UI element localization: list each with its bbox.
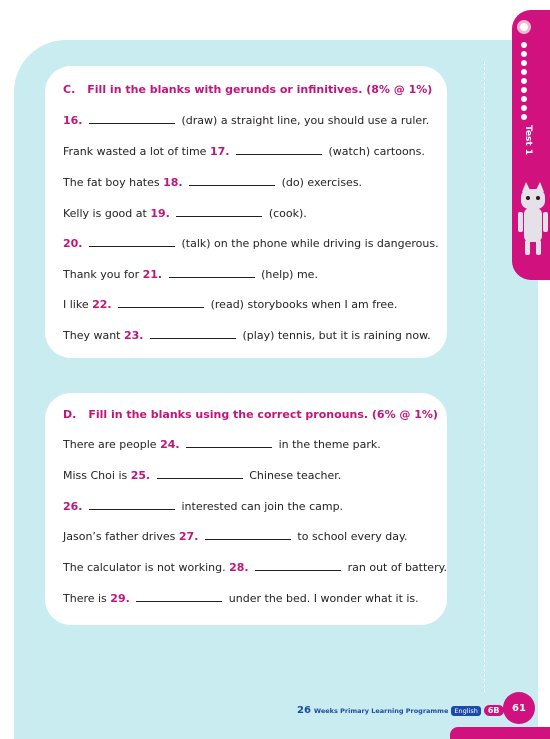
page-number: 61	[503, 692, 535, 724]
question-20	[63, 236, 439, 251]
section-c-title: Fill in the blanks with gerunds or infinitives. (8% @ 1%)	[87, 83, 433, 96]
question-number: 20.	[63, 237, 83, 250]
question-text: Miss Choi is	[63, 469, 128, 482]
answer-blank-29[interactable]	[136, 591, 222, 602]
question-text: (help) me.	[261, 268, 318, 281]
question-25	[63, 468, 341, 483]
question-27	[63, 529, 407, 544]
question-text: (read) storybooks when I am free.	[210, 298, 398, 311]
question-text: Kelly is good at	[63, 207, 147, 220]
answer-blank-18[interactable]	[189, 175, 275, 186]
question-28	[63, 560, 447, 575]
question-text: (talk) on the phone while driving is dangerous.	[181, 237, 439, 250]
question-number: 19.	[150, 207, 170, 220]
question-24	[63, 437, 381, 452]
section-d-title: Fill in the blanks using the correct pronouns. (6% @ 1%)	[88, 408, 438, 421]
section-c-heading	[63, 83, 432, 96]
question-text: interested can join the camp.	[181, 500, 344, 513]
dashed-divider	[484, 62, 485, 692]
question-26	[63, 499, 343, 514]
answer-blank-19[interactable]	[176, 206, 262, 217]
question-number: 23.	[124, 329, 144, 342]
section-d-letter: D.	[63, 408, 77, 421]
section-c-letter: C.	[63, 83, 76, 96]
answer-blank-21[interactable]	[169, 267, 255, 278]
section-d-card	[45, 393, 447, 625]
question-text: They want	[63, 329, 121, 342]
question-29	[63, 591, 419, 606]
question-text: Jason’s father drives	[63, 530, 176, 543]
question-text: Chinese teacher.	[249, 469, 342, 482]
question-text: ran out of battery.	[347, 561, 448, 574]
page-footer	[297, 705, 504, 716]
question-text: (watch) cartoons.	[328, 145, 425, 158]
question-23	[63, 328, 431, 343]
question-19	[63, 206, 307, 221]
question-text: There is	[63, 592, 107, 605]
answer-blank-22[interactable]	[118, 297, 204, 308]
programme-name: Weeks Primary Learning Programme	[313, 706, 449, 715]
question-number: 27.	[178, 530, 199, 543]
question-text: (cook).	[268, 207, 307, 220]
answer-blank-24[interactable]	[186, 437, 272, 448]
question-text: I like	[63, 298, 89, 311]
answer-blank-25[interactable]	[157, 468, 243, 479]
question-number: 28.	[229, 561, 249, 574]
question-number: 24.	[160, 438, 180, 451]
answer-blank-26[interactable]	[89, 499, 175, 510]
question-text: Frank wasted a lot of time	[63, 145, 207, 158]
question-text: (draw) a straight line, you should use a ruler.	[181, 114, 430, 127]
question-text: to school every day.	[297, 530, 408, 543]
programme-logo: 26	[297, 705, 311, 716]
cat-mascot-icon	[518, 182, 548, 257]
question-number: 21.	[142, 268, 163, 281]
question-text: under the bed. I wonder what it is.	[228, 592, 419, 605]
question-number: 29.	[110, 592, 130, 605]
question-number: 26.	[63, 500, 83, 513]
question-text: Thank you for	[63, 268, 140, 281]
subject-badge: English	[451, 706, 480, 716]
section-d-heading	[63, 408, 438, 421]
answer-blank-20[interactable]	[89, 236, 175, 247]
section-c-card	[45, 66, 447, 358]
question-number: 25.	[130, 469, 151, 482]
question-21	[63, 267, 318, 282]
footer-wave-decoration	[450, 727, 550, 739]
question-number: 17.	[209, 145, 230, 158]
answer-blank-17[interactable]	[236, 144, 322, 155]
question-text: (do) exercises.	[281, 176, 363, 189]
tab-circle-icon	[517, 20, 531, 34]
side-tab-label: Test 1	[523, 125, 533, 156]
question-number: 22.	[92, 298, 112, 311]
question-number: 18.	[163, 176, 183, 189]
question-18	[63, 175, 362, 190]
grade-badge: 6B	[484, 705, 504, 716]
answer-blank-27[interactable]	[205, 529, 291, 540]
tab-dots-decoration	[521, 42, 529, 123]
question-16	[63, 113, 429, 128]
answer-blank-28[interactable]	[255, 560, 341, 571]
answer-blank-16[interactable]	[89, 113, 175, 124]
answer-blank-23[interactable]	[150, 328, 236, 339]
question-text: (play) tennis, but it is raining now.	[242, 329, 431, 342]
question-number: 16.	[63, 114, 83, 127]
question-22	[63, 297, 397, 312]
question-text: The fat boy hates	[63, 176, 160, 189]
question-text: There are people	[63, 438, 157, 451]
question-text: The calculator is not working.	[63, 561, 226, 574]
question-text: in the theme park.	[278, 438, 381, 451]
question-17	[63, 144, 425, 159]
